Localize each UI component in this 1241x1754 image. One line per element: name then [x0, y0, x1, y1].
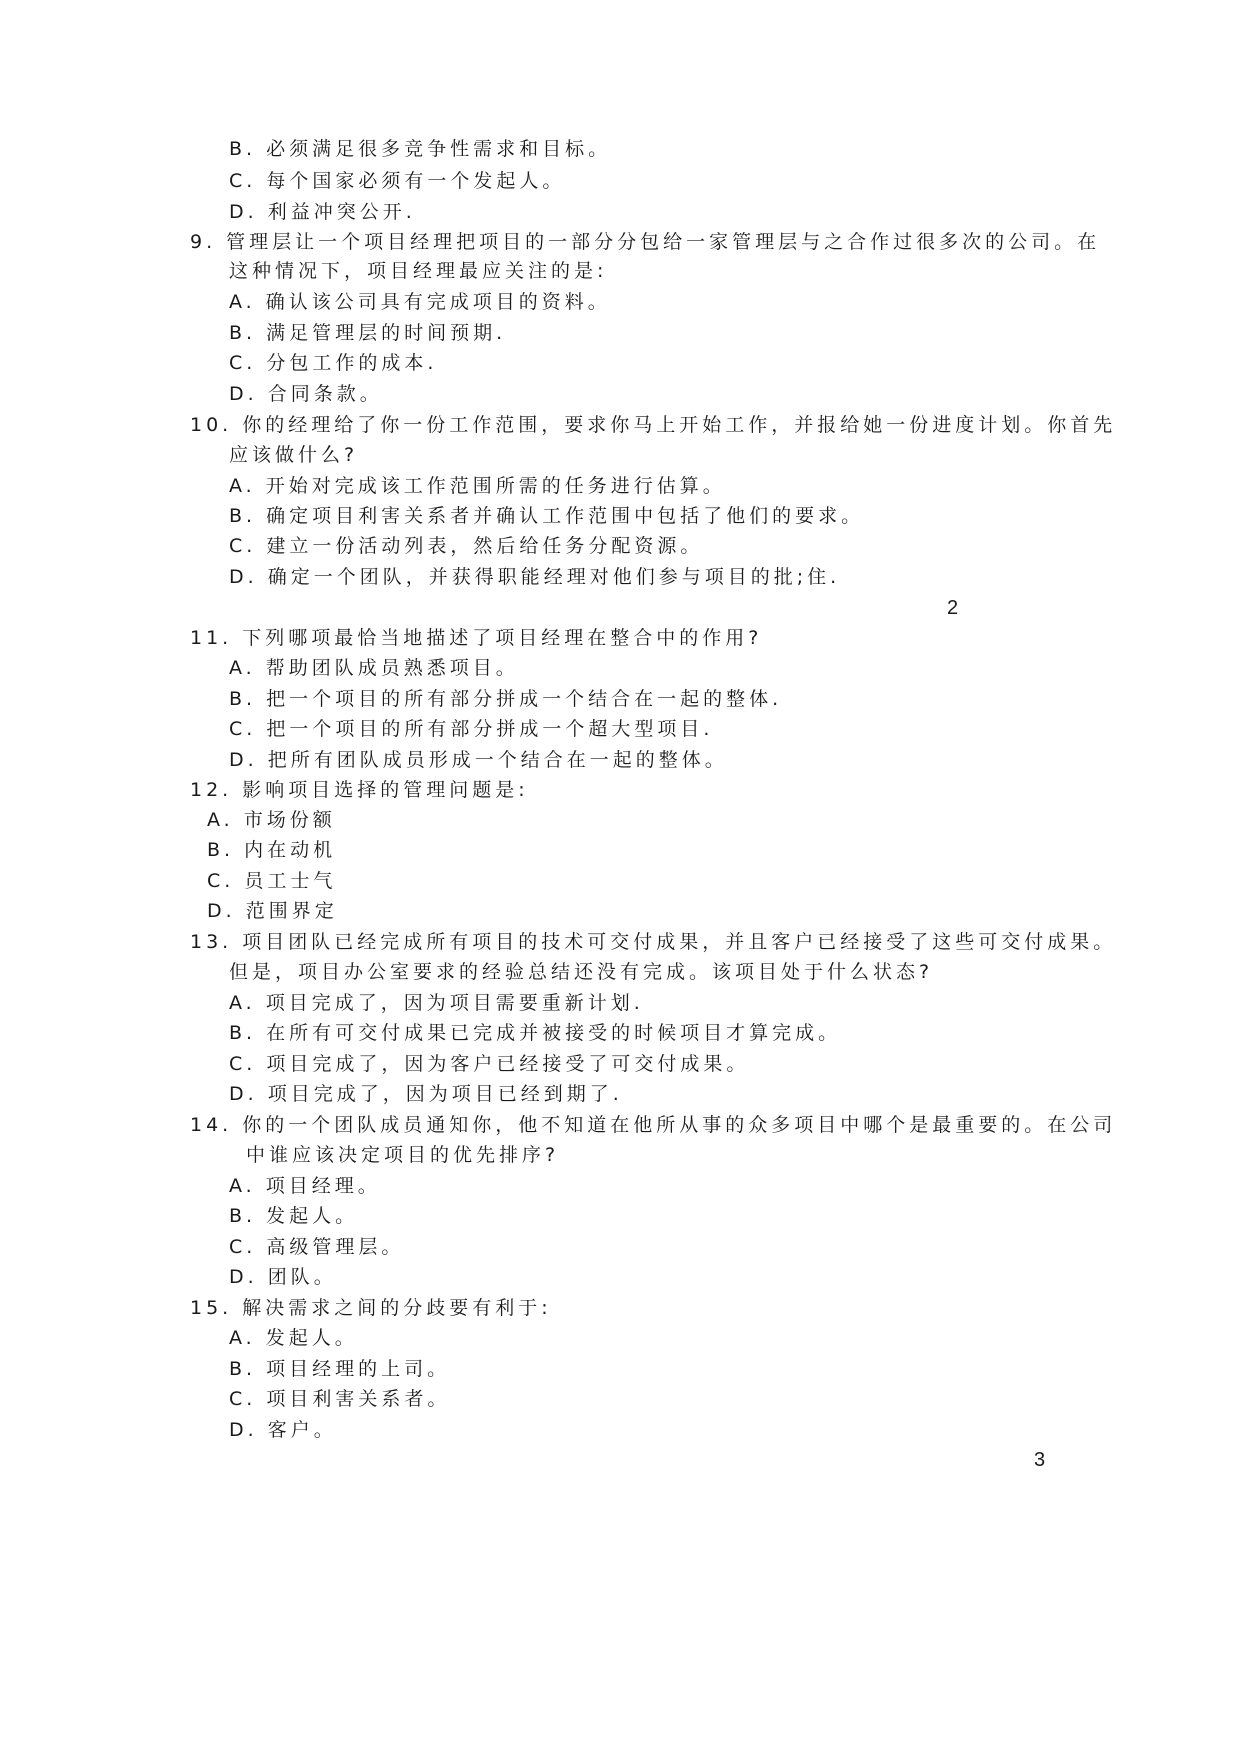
option-c: C. 每个国家必须有一个发起人。 — [229, 170, 566, 192]
question-14-stem-cont: 中谁应该决定项目的优先排序? — [246, 1144, 560, 1166]
option-b: B. 把一个项目的所有部分拼成一个结合在一起的整体. — [229, 688, 783, 710]
option-a: A. 开始对完成该工作范围所需的任务进行估算。 — [229, 475, 726, 497]
question-10-stem-cont: 应该做什么? — [229, 444, 359, 466]
option-a: A. 发起人。 — [229, 1327, 358, 1349]
option-d: D. 范围界定 — [207, 900, 338, 922]
option-c: C. 把一个项目的所有部分拼成一个超大型项目. — [229, 718, 714, 740]
option-c: C. 分包工作的成本. — [229, 352, 438, 374]
option-d: D. 把所有团队成员形成一个结合在一起的整体。 — [229, 749, 728, 771]
question-13-stem: 13. 项目团队已经完成所有项目的技术可交付成果，并且客户已经接受了这些可交付成果。 — [190, 931, 1117, 953]
option-c: C. 项目完成了，因为客户已经接受了可交付成果。 — [229, 1053, 750, 1075]
option-b: B. 确定项目利害关系者并确认工作范围中包括了他们的要求。 — [229, 505, 865, 527]
option-a: A. 帮助团队成员熟悉项目。 — [229, 657, 519, 679]
option-b: B. 满足管理层的时间预期. — [229, 322, 507, 344]
question-9-stem: 9. 管理层让一个项目经理把项目的一部分分包给一家管理层与之合作过很多次的公司。在 — [190, 231, 1101, 253]
option-a: A. 市场份额 — [207, 809, 336, 831]
page-number: 3 — [1034, 1449, 1046, 1471]
page-number: 2 — [947, 597, 959, 619]
option-d: D. 团队。 — [229, 1266, 337, 1288]
question-15-stem: 15. 解决需求之间的分歧要有利于: — [190, 1297, 552, 1319]
option-d: D. 客户。 — [229, 1419, 337, 1441]
option-b: B. 发起人。 — [229, 1205, 359, 1227]
option-a: A. 项目完成了，因为项目需要重新计划. — [229, 992, 644, 1014]
option-d: D. 利益冲突公开. — [229, 201, 416, 223]
option-c: C. 高级管理层。 — [229, 1236, 405, 1258]
question-12-stem: 12. 影响项目选择的管理问题是: — [190, 779, 529, 801]
option-a: A. 项目经理。 — [229, 1175, 381, 1197]
option-b: B. 必须满足很多竞争性需求和目标。 — [229, 138, 612, 160]
option-d: D. 合同条款。 — [229, 383, 383, 405]
option-c: C. 项目利害关系者。 — [229, 1388, 451, 1410]
question-9-stem-cont: 这种情况下，项目经理最应关注的是: — [229, 260, 608, 282]
question-11-stem: 11. 下列哪项最恰当地描述了项目经理在整合中的作用? — [190, 627, 763, 649]
option-c: C. 建立一份活动列表，然后给任务分配资源。 — [229, 535, 704, 557]
option-b: B. 在所有可交付成果已完成并被接受的时候项目才算完成。 — [229, 1022, 842, 1044]
question-13-stem-cont: 但是，项目办公室要求的经验总结还没有完成。该项目处于什么状态? — [229, 961, 934, 983]
option-d: D. 项目完成了，因为项目已经到期了. — [229, 1083, 623, 1105]
option-b: B. 内在动机 — [207, 839, 337, 861]
question-14-stem: 14. 你的一个团队成员通知你，他不知道在他所从事的众多项目中哪个是最重要的。在公司 — [190, 1114, 1117, 1136]
option-d: D. 确定一个团队，并获得职能经理对他们参与项目的批;住. — [229, 566, 841, 588]
question-10-stem: 10. 你的经理给了你一份工作范围，要求你马上开始工作，并报给她一份进度计划。你首先 — [190, 414, 1117, 436]
option-b: B. 项目经理的上司。 — [229, 1358, 451, 1380]
option-a: A. 确认该公司具有完成项目的资料。 — [229, 291, 611, 313]
option-c: C. 员工士气 — [207, 870, 337, 892]
